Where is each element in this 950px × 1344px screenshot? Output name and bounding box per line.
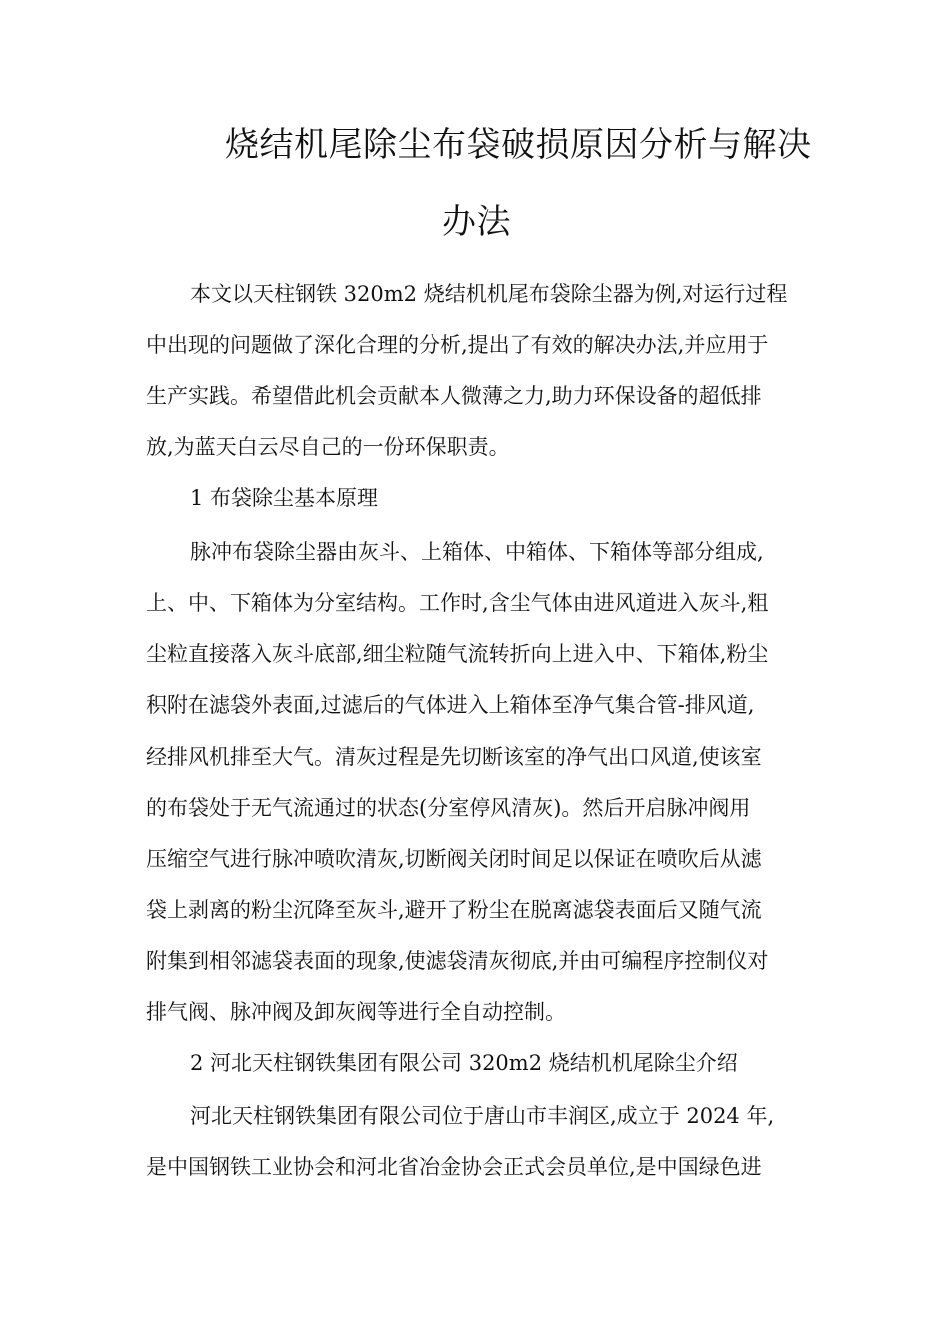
paragraph-principle-line-6: 的布袋处于无气流通过的状态(分室停风清灰)。然后开启脉冲阀用 (146, 796, 751, 820)
paragraph-principle-line-4: 积附在滤袋外表面,过滤后的气体进入上箱体至净气集合管-排风道, (146, 693, 755, 717)
document-title-line-2: 办法 (442, 202, 511, 242)
paragraph-principle-line-10: 排气阀、脉冲阀及卸灰阀等进行全自动控制。 (146, 1000, 566, 1024)
paragraph-intro-line-1: 本文以天柱钢铁 320m2 烧结机机尾布袋除尘器为例,对运行过程 (190, 282, 788, 306)
paragraph-principle-line-8: 袋上剥离的粉尘沉降至灰斗,避开了粉尘在脱离滤袋表面后又随气流 (146, 898, 762, 922)
paragraph-company-line-2: 是中国钢铁工业协会和河北省冶金协会正式会员单位,是中国绿色进 (146, 1155, 762, 1179)
paragraph-company-line-1: 河北天柱钢铁集团有限公司位于唐山市丰润区,成立于 2024 年, (190, 1104, 775, 1128)
section-heading-2: 2 河北天柱钢铁集团有限公司 320m2 烧结机机尾除尘介绍 (190, 1051, 738, 1075)
paragraph-principle-line-1: 脉冲布袋除尘器由灰斗、上箱体、中箱体、下箱体等部分组成, (190, 540, 764, 564)
paragraph-principle-line-5: 经排风机排至大气。清灰过程是先切断该室的净气出口风道,使该室 (146, 745, 762, 769)
paragraph-principle-line-2: 上、中、下箱体为分室结构。工作时,含尘气体由进风道进入灰斗,粗 (146, 591, 769, 615)
paragraph-intro-line-3: 生产实践。希望借此机会贡献本人微薄之力,助力环保设备的超低排 (146, 384, 762, 408)
document-title-line-1: 烧结机尾除尘布袋破损原因分析与解决 (225, 125, 812, 165)
section-heading-1: 1 布袋除尘基本原理 (190, 486, 379, 510)
paragraph-intro-line-2: 中出现的问题做了深化合理的分析,提出了有效的解决办法,并应用于 (146, 333, 769, 357)
paragraph-principle-line-9: 附集到相邻滤袋表面的现象,使滤袋清灰彻底,并由可编程序控制仪对 (146, 949, 769, 973)
paragraph-principle-line-3: 尘粒直接落入灰斗底部,细尘粒随气流转折向上进入中、下箱体,粉尘 (146, 642, 769, 666)
paragraph-principle-line-7: 压缩空气进行脉冲喷吹清灰,切断阀关闭时间足以保证在喷吹后从滤 (146, 847, 762, 871)
paragraph-intro-line-4: 放,为蓝天白云尽自己的一份环保职责。 (146, 435, 510, 459)
